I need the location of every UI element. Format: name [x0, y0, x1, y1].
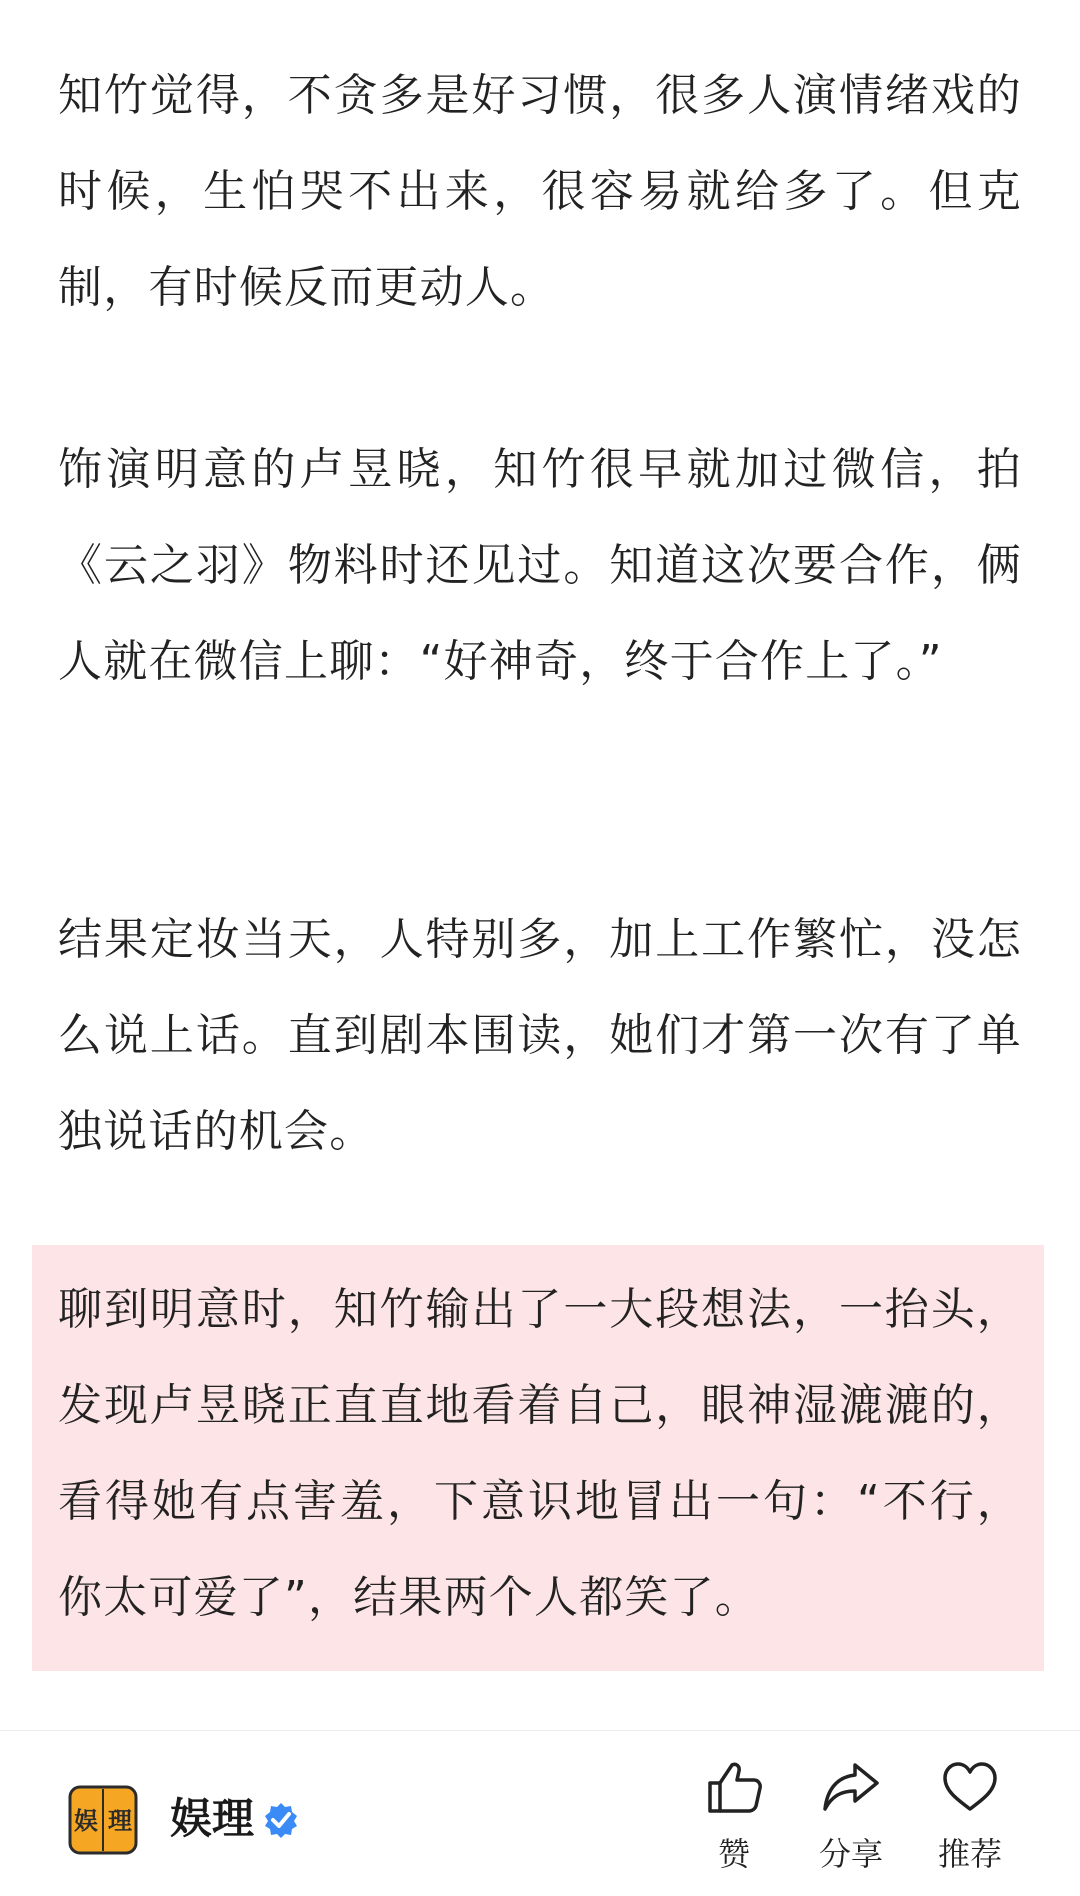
recommend-button[interactable]: [915, 1759, 1025, 1875]
thumbs-up-icon: [704, 1759, 764, 1815]
share-button[interactable]: [796, 1759, 906, 1875]
verified-badge-icon: [262, 1801, 300, 1839]
share-arrow-icon: [821, 1759, 881, 1815]
author-avatar[interactable]: [66, 1783, 140, 1857]
share-label: 分享: [818, 1835, 883, 1873]
article-paragraph: 知竹觉得，不贪多是好习惯，很多人演情绪戏的时候，生怕哭不出来，很容易就给多了。但克制，有时候反而更动人。: [58, 70, 1022, 313]
article-paragraph: 结果定妆当天，人特别多，加上工作繁忙，没怎么说上话。直到剧本围读，她们才第一次有了单独说话的机会。: [58, 914, 1022, 1157]
recommend-label: 推荐: [937, 1835, 1002, 1873]
article-paragraph: 饰演明意的卢昱晓，知竹很早就加过微信，拍《云之羽》物料时还见过。知道这次要合作，俩人就在微信上聊：“好神奇，终于合作上了。”: [58, 444, 1022, 687]
like-button[interactable]: [679, 1759, 789, 1875]
author-action-bar: [0, 1730, 1080, 1896]
avatar-logo-icon: [66, 1783, 140, 1857]
like-label: 赞: [717, 1835, 750, 1873]
heart-icon: [940, 1759, 1000, 1815]
avatar-char: 娱: [74, 1807, 98, 1835]
avatar-char: 理: [108, 1807, 132, 1835]
author-name[interactable]: 娱理: [170, 1794, 255, 1843]
highlight-paragraph: 聊到明意时，知竹输出了一大段想法，一抬头，发现卢昱晓正直直地看着自己，眼神湿漉漉的，看得她有点害羞，下意识地冒出一句：“不行，你太可爱了”，结果两个人都笑了。: [58, 1284, 1022, 1623]
